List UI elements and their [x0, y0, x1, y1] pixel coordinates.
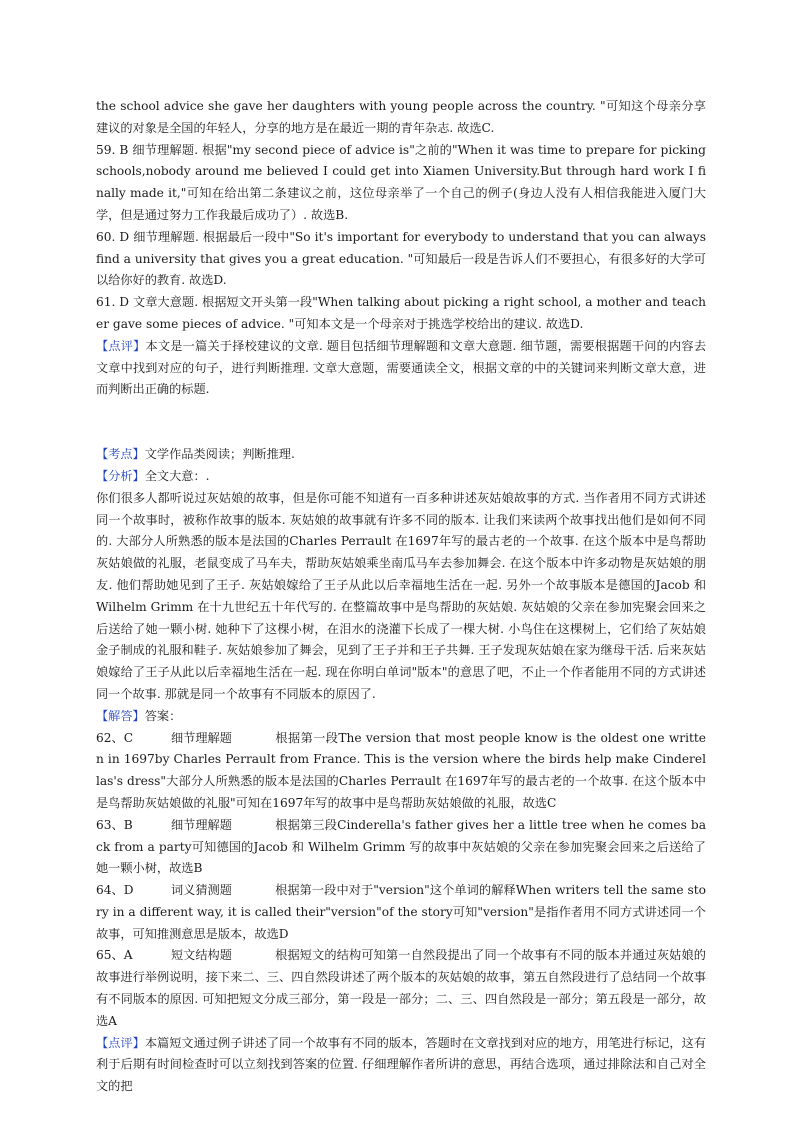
jieda-paragraph: [96, 706, 706, 728]
comment-paragraph-2: [96, 1033, 706, 1098]
section-gap: [96, 401, 706, 444]
q64-text: 根据第一段中对于"version"这个单词的解释When writers tell the same story in a different way, it is called their"version"of the story可知"version"是指作者用不同方式讲述同一个故事，可知推测意思是版本，故选D: [96, 883, 706, 941]
document-page: [96, 96, 706, 1098]
q61-answer: 61. D 文章大意题. 根据短文开头第一段"When talking about picking a right school, a mother and teacher gave some pieces of advice. "可知本文是一个母亲对于挑选学校给出的建议. 故选D.: [96, 295, 706, 331]
comment-paragraph-1: [96, 336, 706, 401]
q63-answer: [96, 815, 706, 880]
q58-answer-tail: the school advice she gave her daughters with young people across the country. "可知这个母亲分享建议的对象是全国的年轻人，分享的地方是在最近一期的青年杂志. 故选C.: [96, 99, 706, 135]
q64-number: 64、D: [96, 883, 134, 898]
q62-type: 细节理解题: [171, 730, 232, 745]
q65-answer: [96, 945, 706, 1032]
q65-type: 短文结构题: [171, 948, 232, 963]
q64-answer: [96, 880, 706, 945]
q63-number: 63、B: [96, 817, 133, 832]
fenxi-paragraph: [96, 466, 706, 488]
comment-text-2: 本篇短文通过例子讲述了同一个故事有不同的版本，答题时在文章找到对应的地方，用笔进行标记，这有利于后期有时间检查时可以立刻找到答案的位置. 仔细理解作者所讲的意思，再结合选项，通过排除法和自己对全文的把: [96, 1035, 707, 1094]
q62-number: 62、C: [96, 730, 134, 745]
jieda-text: 答案：: [144, 708, 182, 723]
q64-type: 词义猜测题: [171, 883, 232, 898]
comment-tag: 【点评】: [96, 338, 146, 353]
q62-answer: [96, 728, 706, 815]
q65-number: 65、A: [96, 948, 133, 963]
comment-tag-2: 【点评】: [96, 1035, 145, 1050]
kaodian-paragraph: [96, 444, 706, 466]
comment-text: 本文是一篇关于择校建议的文章. 题目包括细节理解题和文章大意题. 细节题，需要根据题干问的内容去文章中找到对应的句子，进行判断推理. 文章大意题，需要通读全文，根据文章的中的关键词来判断文章大意，进而判断出正确的标题.: [96, 338, 707, 397]
q60-answer: 60. D 细节理解题. 根据最后一段中"So it's important for everybody to understand that you can always find a university that gives you a great education. "可知最后一段是告诉人们不要担心，有很多好的大学可以给你好的教育. 故选D.: [96, 229, 706, 288]
kaodian-text: 文学作品类阅读；判断推理.: [144, 447, 295, 462]
q63-text: 根据第三段Cinderella's father gives her a little tree when he comes back from a party可知德国的Jacob 和 Wilhelm Grimm 写的故事中灰姑娘的父亲在参加宪聚会回来之后送给了她一颗小树，故选B: [96, 817, 706, 876]
jieda-tag: 【解答】: [96, 708, 145, 723]
fenxi-tag: 【分析】: [96, 468, 145, 483]
summary-paragraph: 你们很多人都听说过灰姑娘的故事，但是你可能不知道有一百多种讲述灰姑娘故事的方式. 当作者用不同方式讲述同一个故事时，被称作故事的版本. 灰姑娘的故事就有许多不同的版本. 让我们来读两个故事找出他们是如何不同的. 大部分人所熟悉的版本是法国的Charles Perrault 在1697年写的最古老的一个故事. 在这个版本中是鸟帮助灰姑娘做的礼服，老鼠变成了马车夫，帮助灰姑娘乘坐南瓜马车去参加舞会. 在这个版本中许多动物是灰姑娘的朋友. 他们帮助她见到了王子. 灰姑娘嫁给了王子从此以后幸福地生活在一起. 另外一个故事版本是德国的Jacob 和 Wilhelm Grimm 在十九世纪五十年代写的. 在整篇故事中是鸟帮助的灰姑娘. 灰姑娘的父亲在参加宪聚会回来之后送给了她一颗小树. 她种下了这棵小树，在泪水的浇灌下长成了一棵大树. 小鸟住在这棵树上，它们给了灰姑娘金子制成的礼服和鞋子. 灰姑娘参加了舞会，见到了王子并和王子共舞. 王子发现灰姑娘在家为继母干活. 后来灰姑娘嫁给了王子从此以后幸福地生活在一起. 现在你明白单词"版本"的意思了吧，不止一个作者能用不同的方式讲述同一个故事. 那就是同一个故事有不同版本的原因了.: [96, 490, 706, 701]
q63-type: 细节理解题: [171, 817, 232, 832]
fenxi-text: 全文大意：.: [144, 468, 210, 483]
q59-answer: 59. B 细节理解题. 根据"my second piece of advice is"之前的"When it was time to prepare for picking schools,nobody around me believed I could get into Xiamen University.But through hard work I finally made it,"可知在给出第二条建议之前，这位母亲举了一个自己的例子(身边人没有人相信我能进入厦门大学，但是通过努力工作我最后成功了）. 故选B.: [96, 142, 706, 222]
kaodian-tag: 【考点】: [96, 447, 145, 462]
q65-text: 根据短文的结构可知第一自然段提出了同一个故事有不同的版本并通过灰姑娘的故事进行举例说明，接下来二、三、四自然段讲述了两个版本的灰姑娘的故事，第五自然段进行了总结同一个故事有不同版本的原因. 可知把短文分成三部分，第一段是一部分；二、三、四自然段是一部分；第五段是一部分，故选A: [96, 948, 706, 1028]
q62-text: 根据第一段The version that most people know is the oldest one written in 1697by Charles Perrault from France. This is the version where the birds help make Cinderellas's dress"大部分人所熟悉的版本是法国的Charles Perrault 在1697年写的最古老的一个故事. 在这个版本中是鸟帮助灰姑娘做的礼服"可知在1697年写的故事中是鸟帮助灰姑娘做的礼服，故选C: [96, 730, 706, 810]
